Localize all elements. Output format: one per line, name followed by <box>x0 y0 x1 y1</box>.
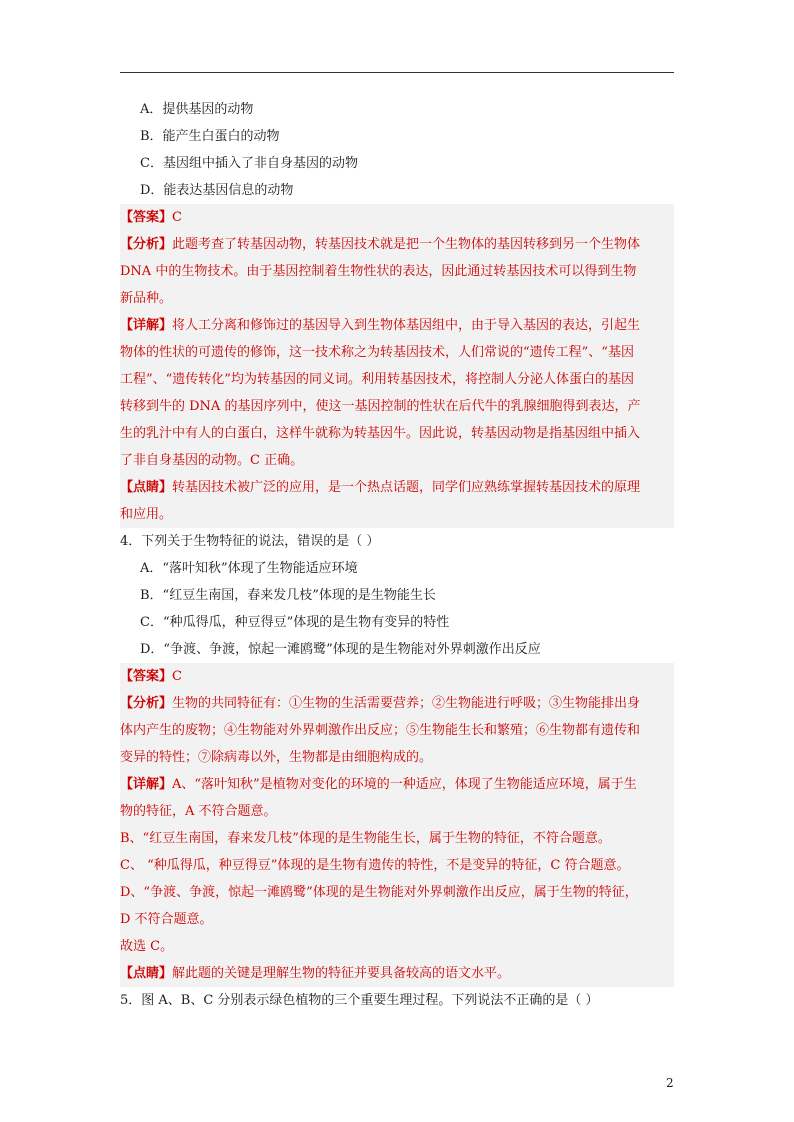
q3-option-d: D．能表达基因信息的动物 <box>140 183 294 198</box>
q3-detail-line: 【详解】将人工分离和修饰过的基因导入到生物体基因组中，由于导入基因的表达，引起生 <box>120 318 641 333</box>
q4-detail-line: D、“争渡、争渡，惊起一滩鸥鹭”体现的是生物能对外界刺激作出反应，属于生物的特征， <box>120 885 638 900</box>
q4-options <box>120 555 674 663</box>
q4-detail-line: D 不符合题意。 <box>120 912 213 927</box>
q3-detail-line: 转移到牛的 DNA 的基因序列中，使这一基因控制的性状在后代牛的乳腺细胞得到表达，产 <box>120 399 641 414</box>
q4-option-a: A．“落叶知秋”体现了生物能适应环境 <box>140 561 358 576</box>
q3-comment-line: 和应用。 <box>120 507 173 522</box>
q3-detail-line: 生的乳汁中有人的白蛋白，这样牛就称为转基因牛。因此说，转基因动物是指基因组中插入 <box>120 426 641 441</box>
q4-analysis-line: 变异的特性；⑦除病毒以外，生物都是由细胞构成的。 <box>120 750 433 765</box>
q5-stem: 5．图 A、B、C 分别表示绿色植物的三个重要生理过程。下列说法不正确的是（ ） <box>120 993 599 1008</box>
q4-analysis-line: 体内产生的废物；④生物能对外界刺激作出反应；⑤生物能生长和繁殖；⑥生物都有遗传和 <box>120 723 641 738</box>
q3-option-a: A．提供基因的动物 <box>140 102 254 117</box>
q3-answer-block <box>120 204 674 528</box>
q4-detail-line: 故选 C。 <box>120 939 174 954</box>
q4-answer: 【答案】C <box>120 669 182 684</box>
q4-option-d: D．“争渡、争渡，惊起一滩鸥鹭”体现的是生物能对外界刺激作出反应 <box>140 642 541 657</box>
q3-detail-line: 了非自身基因的动物。C 正确。 <box>120 453 304 468</box>
q3-answer: 【答案】C <box>120 210 182 225</box>
q4-analysis-line: 【分析】生物的共同特征有：①生物的生活需要营养；②生物能进行呼吸；③生物能排出身 <box>120 696 641 711</box>
q3-option-c: C．基因组中插入了非自身基因的动物 <box>140 156 358 171</box>
q3-analysis-line: 【分析】此题考查了转基因动物，转基因技术就是把一个生物体的基因转移到另一个生物体 <box>120 237 641 252</box>
q4-answer-block <box>120 663 674 987</box>
page-number: 2 <box>666 1076 674 1090</box>
header-rule <box>120 72 674 73</box>
q4-detail-line: 物的特征，A 不符合题意。 <box>120 804 277 819</box>
q4-stem: 4．下列关于生物特征的说法，错误的是（ ） <box>120 534 380 549</box>
q4-detail-line: 【详解】A、“落叶知秋”是植物对变化的环境的一种适应，体现了生物能适应环境，属于生 <box>120 777 637 792</box>
q4-detail-line: C、 “种瓜得瓜，种豆得豆”体现的是生物有遗传的特性，不是变异的特征，C 符合题意。 <box>120 858 630 873</box>
page-content <box>120 96 674 1014</box>
q3-options <box>120 96 674 204</box>
q4-option-b: B．“红豆生南国，春来发几枝”体现的是生物能生长 <box>140 588 436 603</box>
q3-analysis-line: 新品种。 <box>120 291 173 306</box>
q4-detail-line: B、“红豆生南国，春来发几枝”体现的是生物能生长，属于生物的特征，不符合题意。 <box>120 831 611 846</box>
q3-option-b: B．能产生白蛋白的动物 <box>140 129 280 144</box>
q4-option-c: C．“种瓜得瓜，种豆得豆”体现的是生物有变异的特性 <box>140 615 450 630</box>
q3-analysis-line: DNA 中的生物技术。由于基因控制着生物性状的表达，因此通过转基因技术可以得到生物 <box>120 264 637 279</box>
q3-detail-line: 物体的性状的可遗传的修饰，这一技术称之为转基因技术，人们常说的“遗传工程”、“基因 <box>120 345 634 360</box>
q3-detail-line: 工程”、“遗传转化”均为转基因的同义词。利用转基因技术，将控制人分泌人体蛋白的基因 <box>120 372 634 387</box>
q4-comment-line: 【点睛】解此题的关键是理解生物的特征并要具备较高的语文水平。 <box>120 966 511 981</box>
q3-comment-line: 【点睛】转基因技术被广泛的应用，是一个热点话题，同学们应熟练掌握转基因技术的原理 <box>120 480 641 495</box>
